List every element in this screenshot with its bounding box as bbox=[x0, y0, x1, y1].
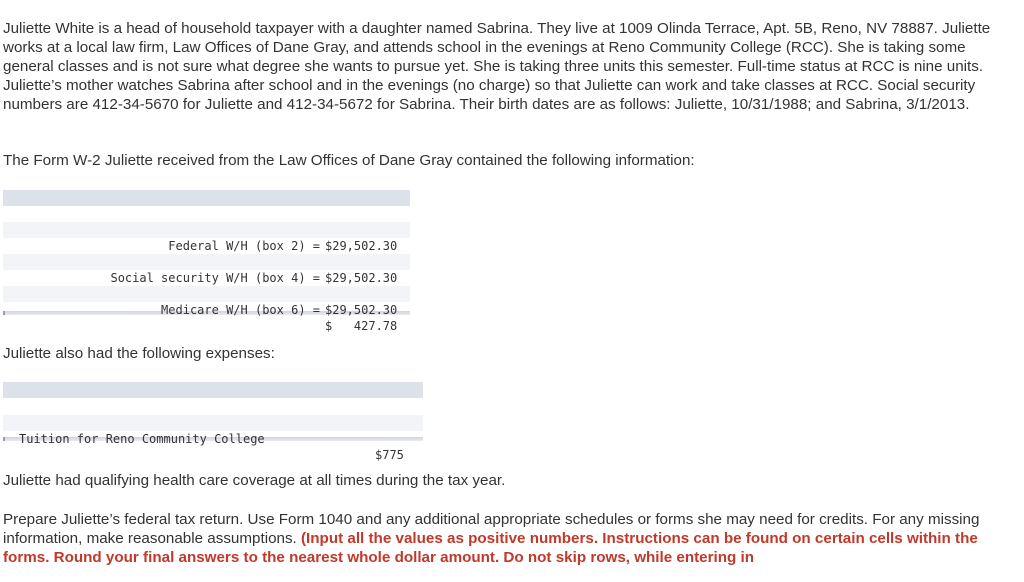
w2-label: Federal W/H (box 2) = bbox=[168, 239, 320, 253]
w2-value: $29,502.30 bbox=[325, 303, 398, 317]
expense-value: $775 bbox=[375, 448, 404, 462]
expenses-box-top-band bbox=[3, 382, 423, 398]
w2-value: $ 427.78 bbox=[325, 319, 398, 333]
w2-box-top-band bbox=[3, 190, 410, 206]
expenses-intro-paragraph: Juliette also had the following expenses: bbox=[3, 345, 275, 362]
w2-value: $29,502.30 bbox=[325, 271, 398, 285]
expense-label: Tuition for Reno Community College bbox=[19, 432, 265, 446]
health-coverage-paragraph: Juliette had qualifying health care coverage at all times during the tax year. bbox=[3, 472, 506, 489]
w2-value: $29,502.30 bbox=[325, 239, 398, 253]
w2-table bbox=[3, 206, 410, 333]
w2-info-box bbox=[3, 190, 410, 333]
expenses-box bbox=[3, 382, 423, 462]
expense-row bbox=[3, 415, 423, 462]
instructions-paragraph bbox=[3, 510, 1019, 567]
w2-label: Medicare W/H (box 6) = bbox=[161, 303, 320, 317]
instructions-emphasis: (Input all the values as positive numbers. Instructions can be found on certain cells within the forms. Round your final answers to the nearest whole dollar amount. Do not skip rows, while entering in bbox=[3, 530, 978, 566]
w2-intro-paragraph: The Form W-2 Juliette received from the Law Offices of Dane Gray contained the following information: bbox=[3, 152, 695, 169]
instructions-text: Prepare Juliette’s federal tax return. Use Form 1040 and any additional appropriate schedules or forms she may need for credits. For any missing information, make reasonable assumptions. bbox=[3, 511, 980, 547]
w2-label: Social security W/H (box 4) = bbox=[110, 271, 320, 285]
expenses-heading-row bbox=[3, 399, 423, 415]
intro-paragraph: Juliette White is a head of household taxpayer with a daughter named Sabrina. They live at 1009 Olinda Terrace, Apt. 5B, Reno, NV 78887. Juliette works at a local law firm, Law Offices of Dane Gray, and attends school in the evenings at Reno Community College (RCC). She is taking some general classes and is not sure what degree she wants to pursue yet. She is taking three units this semester. Full-time status at RCC is nine units. Juliette’s mother watches Sabrina after school and in the evenings (no charge) so that Juliette can work and take classes at RCC. Social security numbers are 412-34-5670 for Juliette and 412-34-5672 for Sabrina. Their birth dates are as follows: Juliette, 10/31/1988; and Sabrina, 3/1/2013. bbox=[3, 20, 991, 113]
